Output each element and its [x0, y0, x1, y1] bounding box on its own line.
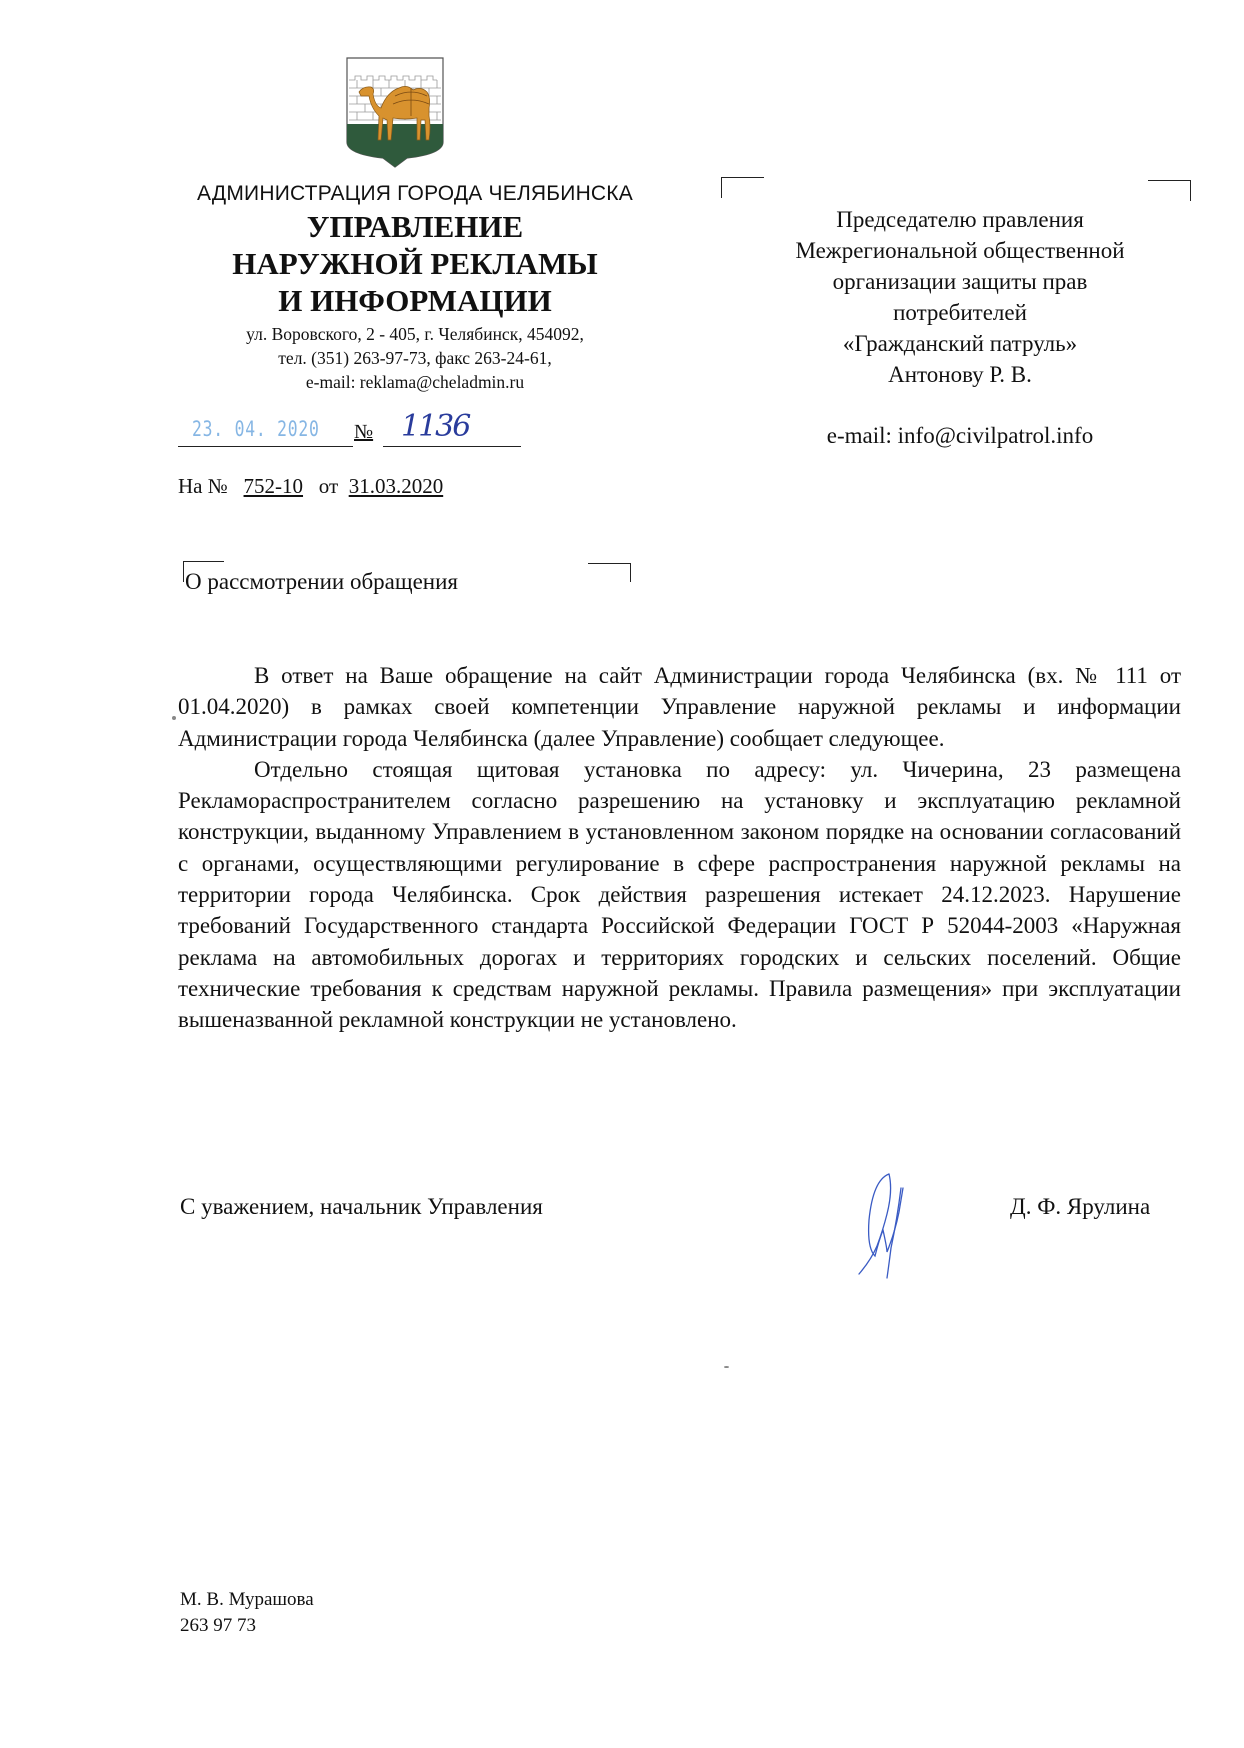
ref-number: 752-10 — [243, 474, 304, 498]
recipient-line: потребителей — [893, 300, 1027, 325]
closing-regards: С уважением, начальник Управления — [180, 1194, 543, 1219]
recipient-email: e-mail: info@civilpatrol.info — [826, 423, 1094, 448]
registration-stamp — [178, 409, 523, 449]
ref-from-label: от — [318, 474, 339, 498]
recipient-line: «Гражданский патруль» — [842, 331, 1078, 356]
address-line: ул. Воровского, 2 - 405, г. Челябинск, 454092, — [246, 324, 584, 344]
handwritten-signature-icon — [843, 1170, 923, 1285]
recipient-corner-mark — [1148, 180, 1191, 201]
recipient-block — [730, 204, 1190, 390]
department-line: УПРАВЛЕНИЕ — [306, 209, 524, 244]
registration-date-stamp: 23. 04. 2020 — [192, 417, 320, 441]
address-line: тел. (351) 263-97-73, факс 263-24-61, — [278, 348, 552, 368]
reference-line — [178, 474, 443, 499]
number-underline — [383, 446, 521, 447]
subject-line: О рассмотрении обращения — [185, 569, 458, 594]
recipient-line: Антонову Р. В. — [888, 362, 1032, 387]
signer-name: Д. Ф. Ярулина — [1010, 1194, 1151, 1219]
executor-name: М. В. Мурашова — [180, 1589, 314, 1610]
scan-speck — [724, 1366, 729, 1368]
letter-body — [178, 660, 1181, 1036]
date-underline — [178, 446, 353, 447]
administration-title: АДМИНИСТРАЦИЯ ГОРОДА ЧЕЛЯБИНСКА — [197, 182, 633, 205]
executor-phone: 263 97 73 — [180, 1615, 256, 1636]
department-line: НАРУЖНОЙ РЕКЛАМЫ — [232, 246, 598, 281]
recipient-line: Межрегиональной общественной — [795, 238, 1125, 263]
number-label: № — [354, 421, 374, 443]
recipient-corner-mark — [721, 177, 764, 198]
ref-label: На № — [178, 474, 228, 498]
subject-corner-mark — [588, 563, 631, 582]
body-paragraph: Отдельно стоящая щитовая установка по адресу: ул. Чичерина, 23 размещена Рекламораспространителем согласно разрешению на установку и эксплуатацию рекламной конструкции, выданному Управлением в установленном законом порядке на основании согласований с органами, осуществляющими регулирование в сфере распространения наружной рекламы на территории города Челябинска. Срок действия разрешения истекает 24.12.2023. Нарушение требований Государственного стандарта Российской Федерации ГОСТ Р 52044-2003 «Наружная реклама на автомобильных дорогах и территориях городских и сельских поселений. Общие технические требования к средствам наружной рекламы. Правила размещения» при эксплуатации вышеназванной рекламной конструкции не установлено. — [178, 756, 1181, 1033]
coat-of-arms-icon — [345, 56, 445, 168]
address-line: e-mail: reklama@cheladmin.ru — [305, 372, 525, 392]
department-name — [170, 208, 660, 319]
scan-speck — [172, 716, 176, 720]
department-address — [170, 322, 660, 394]
registration-number-handwritten: 1136 — [401, 409, 470, 444]
executor-info — [180, 1587, 314, 1639]
body-paragraph: В ответ на Ваше обращение на сайт Администрации города Челябинска (вх. № 111 от 01.04.2020) в рамках своей компетенции Управление наружной рекламы и информации Администрации города Челябинска (далее Управление) сообщает следующее. — [178, 663, 1181, 751]
recipient-line: организации защиты прав — [832, 269, 1088, 294]
ref-date: 31.03.2020 — [348, 474, 444, 498]
recipient-line: Председателю правления — [836, 207, 1084, 232]
department-line: И ИНФОРМАЦИИ — [278, 283, 552, 318]
